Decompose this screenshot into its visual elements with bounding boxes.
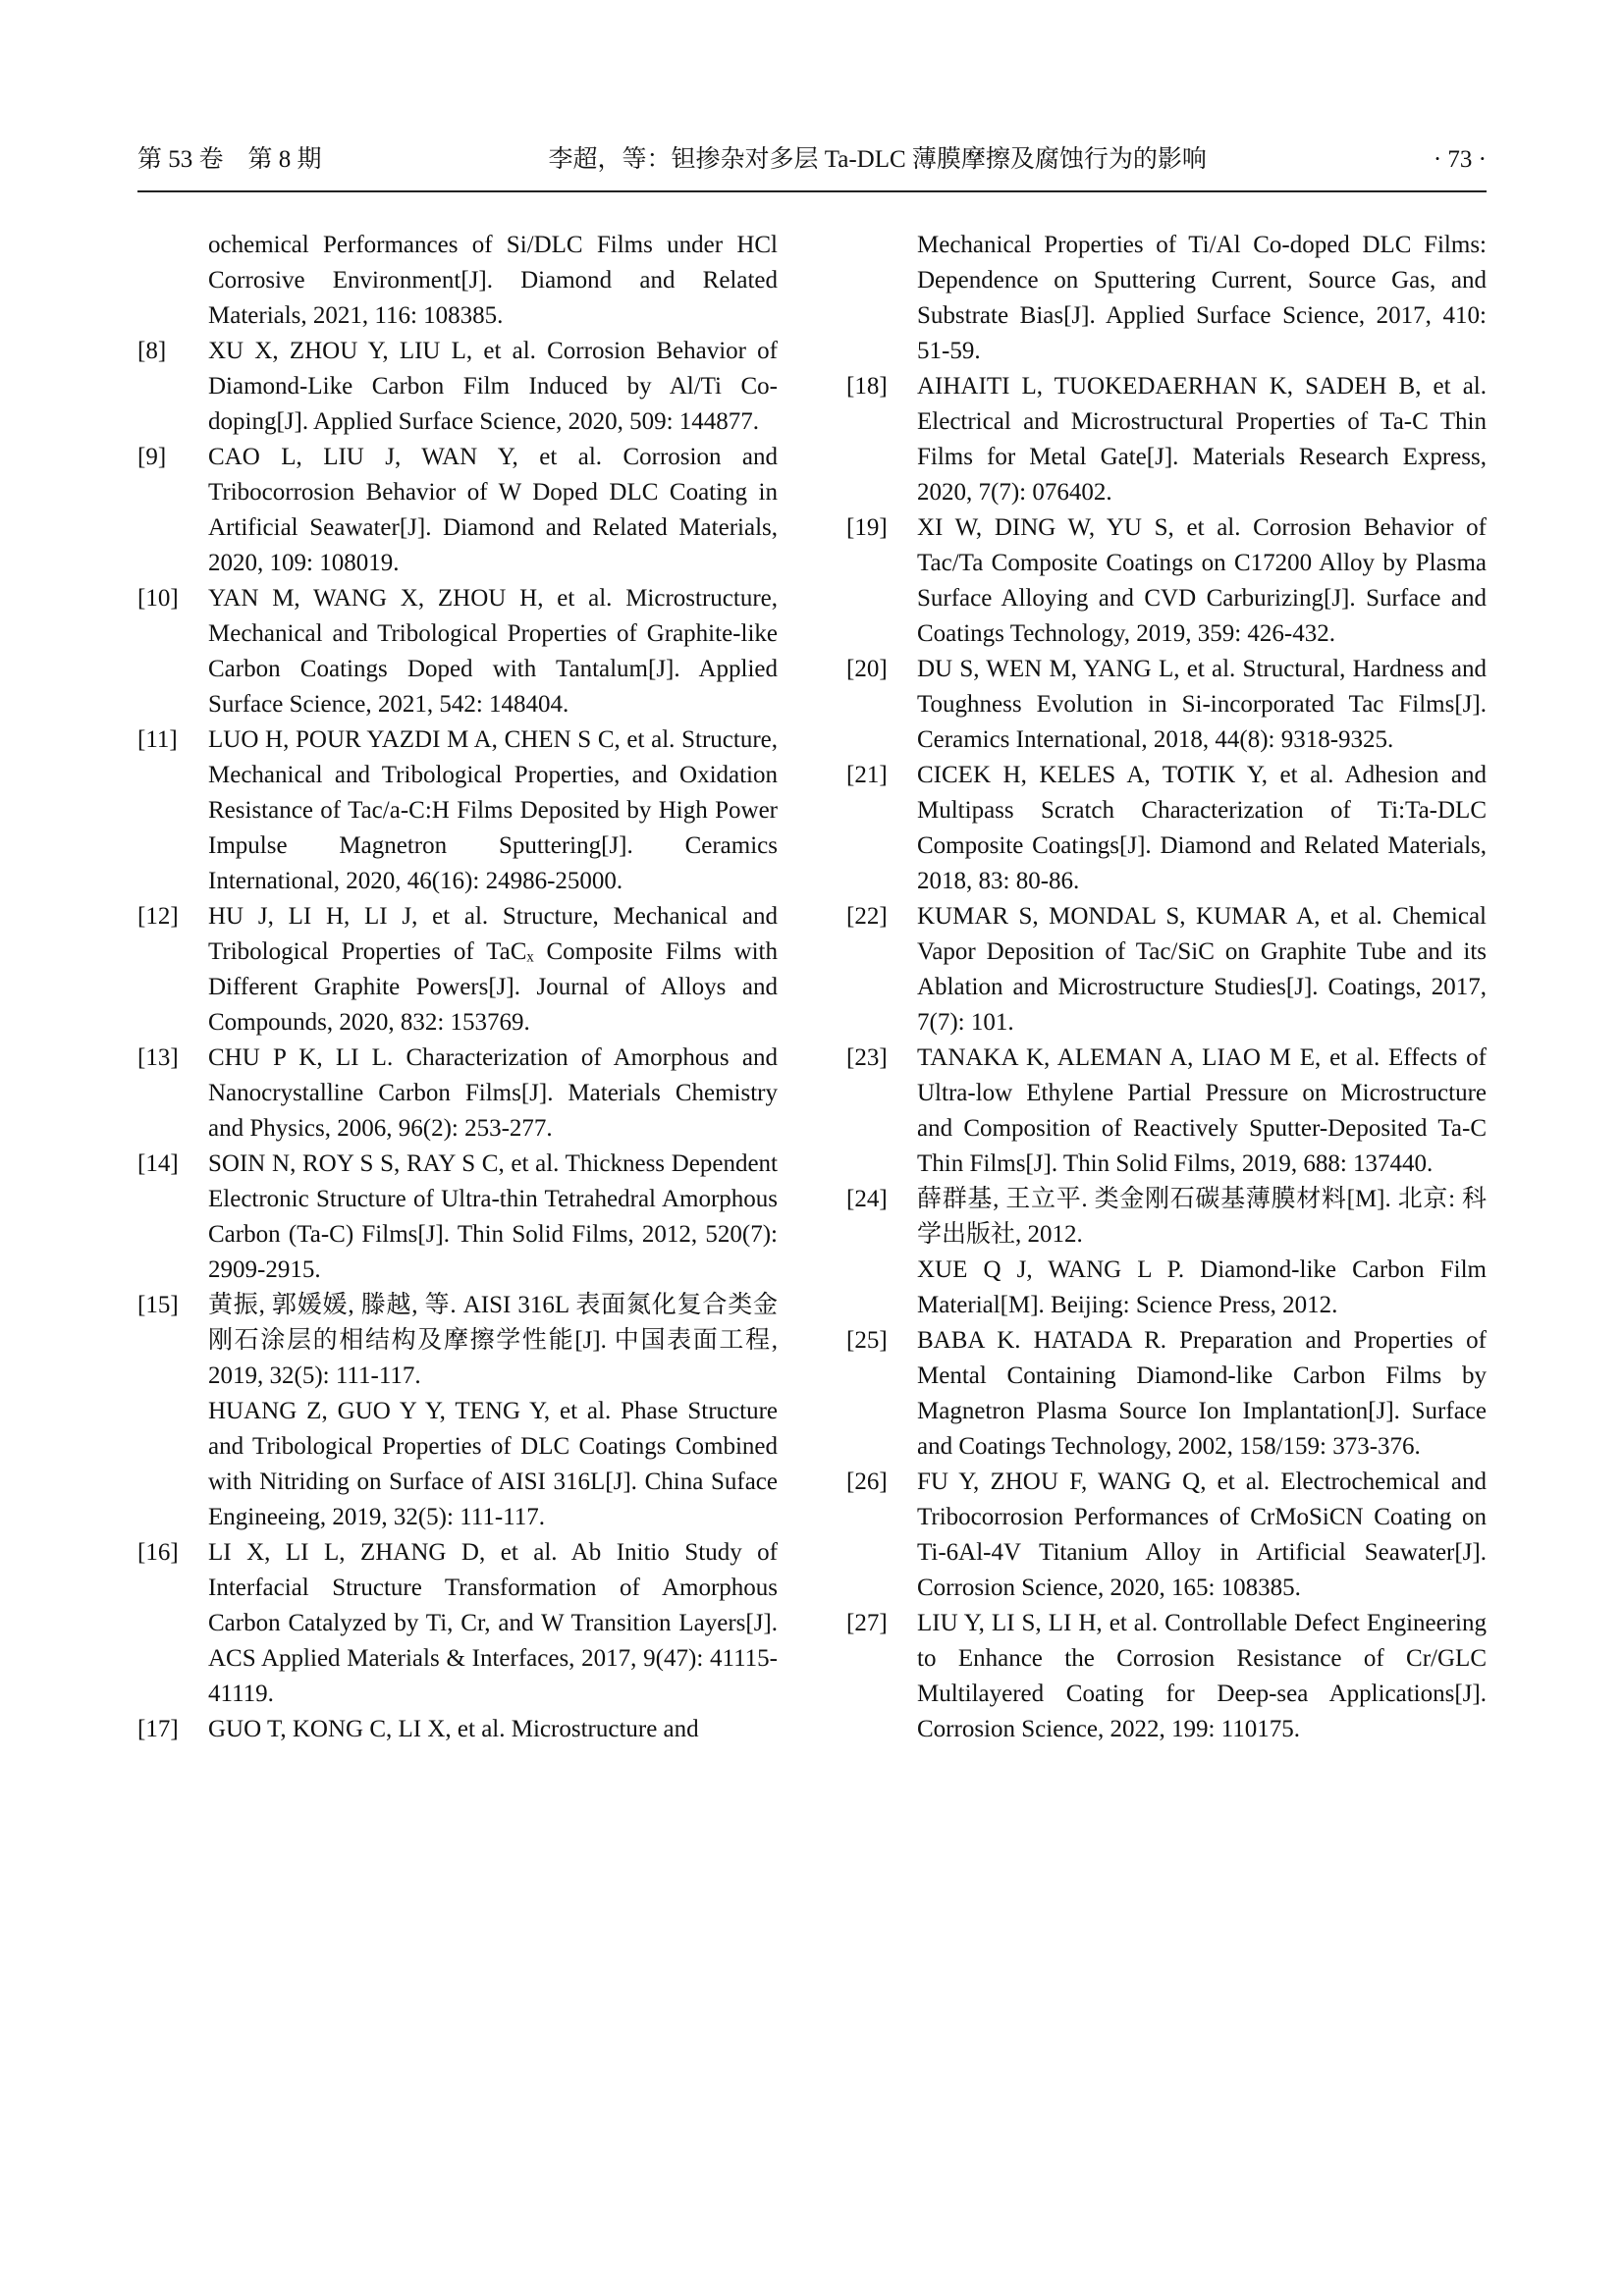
reference-text [917,369,1487,510]
reference-paragraph: 薛群基, 王立平. 类金刚石碳基薄膜材料[M]. 北京: 科学出版社, 2012. [917,1186,1487,1248]
reference-entry [137,1147,778,1288]
reference-number: [20] [846,656,888,682]
references-right-column [846,228,1487,1747]
reference-paragraph: CHU P K, LI L. Characterization of Amorphous and Nanocrystalline Carbon Films[J]. Materials Chemistry and Physics, 2006, 96(2): 253-277. [208,1044,778,1142]
reference-text [917,1465,1487,1606]
references-left-column [137,228,778,1747]
reference-number: [16] [137,1539,179,1566]
reference-entry [846,369,1487,510]
reference-text [917,1041,1487,1182]
reference-number: [25] [846,1327,888,1354]
reference-number: [21] [846,762,888,788]
reference-entry [137,228,778,334]
reference-text [208,722,778,899]
reference-paragraph: XUE Q J, WANG L P. Diamond-like Carbon Film Material[M]. Beijing: Science Press, 2012. [917,1256,1487,1318]
reference-number: [17] [137,1716,179,1742]
reference-text [917,652,1487,758]
reference-paragraph: KUMAR S, MONDAL S, KUMAR A, et al. Chemical Vapor Deposition of Tac/SiC on Graphite Tube and its Ablation and Microstructure Studies[J]. Coatings, 2017, 7(7): 101. [917,903,1487,1036]
reference-entry [846,1323,1487,1465]
reference-paragraph: Mechanical Properties of Ti/Al Co-doped DLC Films: Dependence on Sputtering Current, Source Gas, and Substrate Bias[J]. Applied Surface Science, 2017, 410: 51-59. [917,232,1487,364]
reference-number: [23] [846,1044,888,1071]
reference-entry [137,581,778,722]
reference-number: [18] [846,373,888,400]
reference-entry [137,1535,778,1712]
running-title: 李超，等：钽掺杂对多层 Ta-DLC 薄膜摩擦及腐蚀行为的影响 [548,146,1207,173]
reference-entry [137,899,778,1041]
reference-entry [137,334,778,440]
reference-text [208,1041,778,1147]
reference-paragraph: CICEK H, KELES A, TOTIK Y, et al. Adhesion and Multipass Scratch Characterization of Ti:Ta-DLC Composite Coatings[J]. Diamond and Related Materials, 2018, 83: 80-86. [917,762,1487,894]
reference-paragraph: DU S, WEN M, YANG L, et al. Structural, Hardness and Toughness Evolution in Si-incorporated Tac Films[J]. Ceramics International, 2018, 44(8): 9318-9325. [917,656,1487,753]
reference-entry [846,1465,1487,1606]
reference-paragraph: HUANG Z, GUO Y Y, TENG Y, et al. Phase Structure and Tribological Properties of DLC Coatings Combined with Nitriding on Surface of AISI 316L[J]. China Suface Engineeing, 2019, 32(5): 111-117. [208,1398,778,1530]
reference-text [917,758,1487,899]
reference-entry [137,440,778,581]
reference-number: [13] [137,1044,179,1071]
reference-text [208,334,778,440]
reference-number: [14] [137,1150,179,1177]
reference-paragraph: FU Y, ZHOU F, WANG Q, et al. Electrochemical and Tribocorrosion Performances of CrMoSiCN Coating on Ti-6Al-4V Titanium Alloy in Artificial Seawater[J]. Corrosion Science, 2020, 165: 108385. [917,1468,1487,1601]
reference-entry [846,510,1487,652]
journal-volume-issue: 第 53 卷 第 8 期 [137,146,322,173]
reference-entry [846,652,1487,758]
reference-number: [11] [137,726,178,753]
reference-paragraph: LUO H, POUR YAZDI M A, CHEN S C, et al. Structure, Mechanical and Tribological Properties, and Oxidation Resistance of Tac/a-C:H Films Deposited by High Power Impulse Magnetron Sputtering[J]. Ceramics International, 2020, 46(16): 24986-25000. [208,726,778,894]
reference-text [917,899,1487,1041]
reference-entry [846,1182,1487,1323]
reference-text [917,1182,1487,1323]
reference-number: [22] [846,903,888,930]
reference-text [208,1147,778,1288]
reference-paragraph: XU X, ZHOU Y, LIU L, et al. Corrosion Behavior of Diamond-Like Carbon Film Induced by Al/Ti Co-doping[J]. Applied Surface Science, 2020, 509: 144877. [208,338,778,435]
page-header [137,145,1487,175]
reference-entry [137,1712,778,1747]
reference-text [208,1535,778,1712]
reference-number: [24] [846,1186,888,1212]
reference-number: [9] [137,444,167,470]
reference-paragraph: BABA K. HATADA R. Preparation and Properties of Mental Containing Diamond-like Carbon Films by Magnetron Plasma Source Ion Implantation[J]. Surface and Coatings Technology, 2002, 158/159: 373-376. [917,1327,1487,1460]
reference-entry [846,228,1487,369]
reference-number: [8] [137,338,167,364]
reference-text [208,899,778,1041]
reference-paragraph: HU J, LI H, LI J, et al. Structure, Mechanical and Tribological Properties of TaCₓ Composite Films with Different Graphite Powers[J]. Journal of Alloys and Compounds, 2020, 832: 153769. [208,903,778,1036]
reference-text [917,228,1487,369]
reference-paragraph: 黄振, 郭媛媛, 滕越, 等. AISI 316L 表面氮化复合类金刚石涂层的相结构及摩擦学性能[J]. 中国表面工程, 2019, 32(5): 111-117. [208,1292,778,1389]
reference-paragraph: YAN M, WANG X, ZHOU H, et al. Microstructure, Mechanical and Tribological Properties of Graphite-like Carbon Coatings Doped with Tantalum[J]. Applied Surface Science, 2021, 542: 148404. [208,585,778,718]
reference-entry [137,1041,778,1147]
reference-entry [846,758,1487,899]
header-rule [137,190,1487,192]
reference-text [208,1288,778,1535]
reference-text [208,228,778,334]
reference-paragraph: CAO L, LIU J, WAN Y, et al. Corrosion and Tribocorrosion Behavior of W Doped DLC Coating in Artificial Seawater[J]. Diamond and Related Materials, 2020, 109: 108019. [208,444,778,576]
reference-number: [15] [137,1292,179,1318]
reference-paragraph: TANAKA K, ALEMAN A, LIAO M E, et al. Effects of Ultra-low Ethylene Partial Pressure on Microstructure and Composition of Reactively Sputter-Deposited Ta-C Thin Films[J]. Thin Solid Films, 2019, 688: 137440. [917,1044,1487,1177]
reference-number: [19] [846,514,888,541]
reference-paragraph: SOIN N, ROY S S, RAY S C, et al. Thickness Dependent Electronic Structure of Ultra-thin Tetrahedral Amorphous Carbon (Ta-C) Films[J]. Thin Solid Films, 2012, 520(7): 2909-2915. [208,1150,778,1283]
reference-entry [137,1288,778,1535]
reference-number: [27] [846,1610,888,1636]
reference-entry [137,722,778,899]
reference-text [208,1712,778,1747]
reference-entry [846,1606,1487,1747]
reference-paragraph: AIHAITI L, TUOKEDAERHAN K, SADEH B, et al. Electrical and Microstructural Properties of Ta-C Thin Films for Metal Gate[J]. Materials Research Express, 2020, 7(7): 076402. [917,373,1487,506]
reference-paragraph: ochemical Performances of Si/DLC Films under HCl Corrosive Environment[J]. Diamond and Related Materials, 2021, 116: 108385. [208,232,778,329]
page-number: · 73 · [1433,146,1487,173]
references-section [137,228,1487,1747]
reference-number: [10] [137,585,179,612]
reference-paragraph: LI X, LI L, ZHANG D, et al. Ab Initio Study of Interfacial Structure Transformation of Amorphous Carbon Catalyzed by Ti, Cr, and W Transition Layers[J]. ACS Applied Materials & Interfaces, 2017, 9(47): 41115-41119. [208,1539,778,1707]
reference-paragraph: LIU Y, LI S, LI H, et al. Controllable Defect Engineering to Enhance the Corrosion Resistance of Cr/GLC Multilayered Coating for Deep-sea Applications[J]. Corrosion Science, 2022, 199: 110175. [917,1610,1487,1742]
reference-text [917,1606,1487,1747]
reference-paragraph: XI W, DING W, YU S, et al. Corrosion Behavior of Tac/Ta Composite Coatings on C17200 Alloy by Plasma Surface Alloying and CVD Carburizing[J]. Surface and Coatings Technology, 2019, 359: 426-432. [917,514,1487,647]
reference-entry [846,1041,1487,1182]
reference-text [917,1323,1487,1465]
reference-paragraph: GUO T, KONG C, LI X, et al. Microstructure and [208,1716,699,1742]
reference-text [917,510,1487,652]
reference-number: [26] [846,1468,888,1495]
reference-text [208,581,778,722]
reference-number: [12] [137,903,179,930]
reference-text [208,440,778,581]
reference-entry [846,899,1487,1041]
